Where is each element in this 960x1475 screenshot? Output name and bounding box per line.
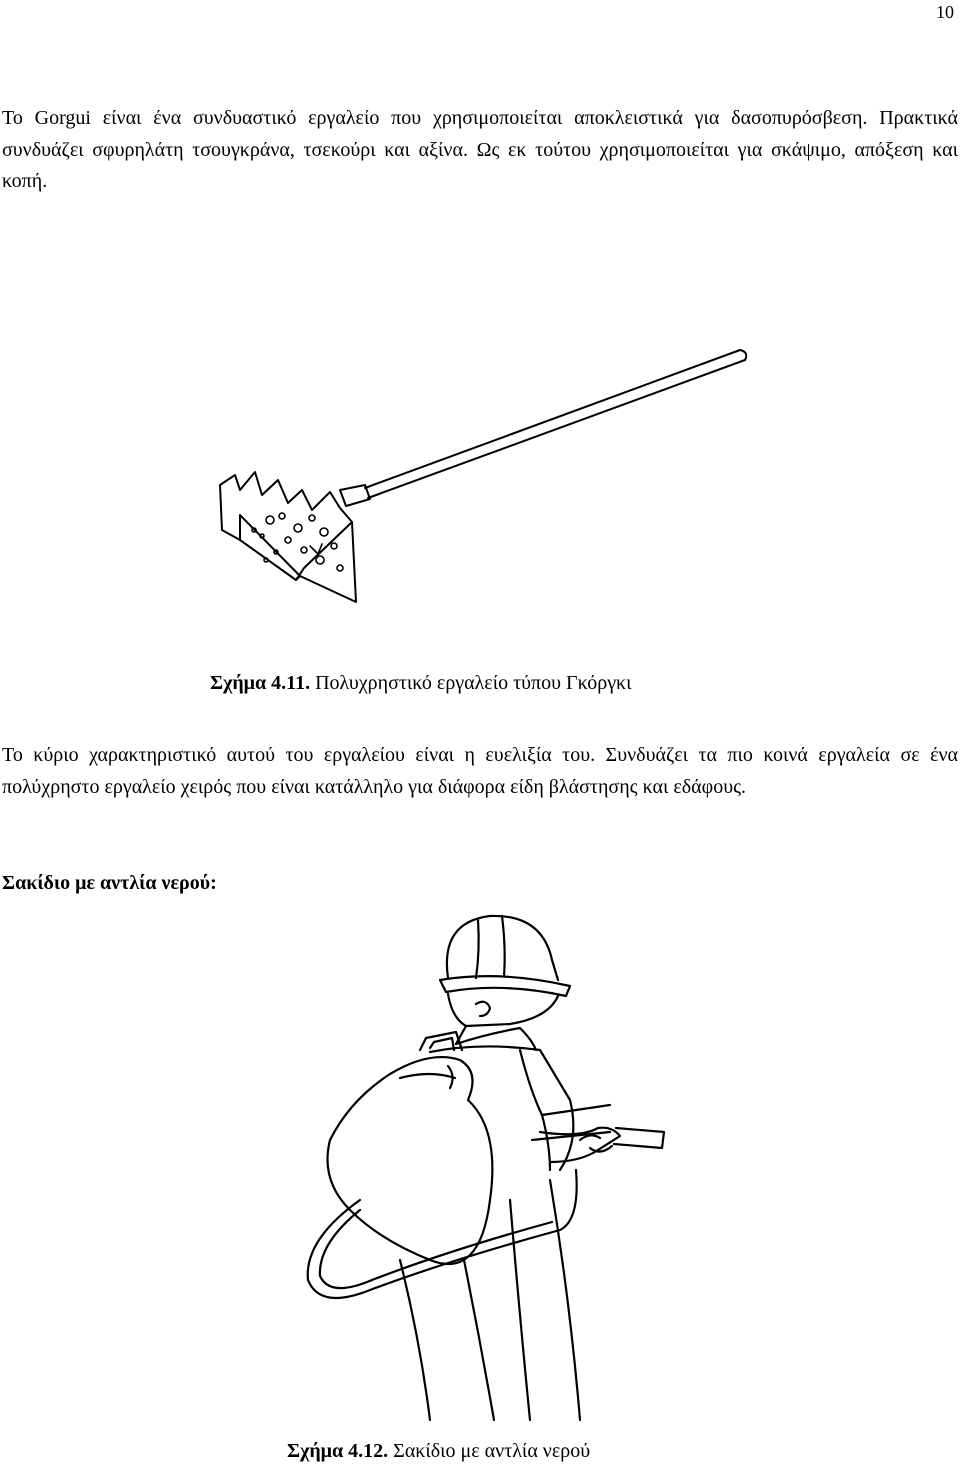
figure-4-11-text: Πολυχρηστικό εργαλείο τύπου Γκόργκι	[310, 672, 632, 694]
figure-4-12-text: Σακίδιο με αντλία νερού	[388, 1440, 591, 1462]
figure-4-11-label: Σχήμα 4.11.	[210, 672, 311, 694]
figure-4-11-caption	[210, 672, 632, 695]
head	[448, 994, 558, 1044]
gorgui-tool-illustration	[200, 340, 760, 610]
torso	[430, 1028, 610, 1170]
figure-4-12-label: Σχήμα 4.12.	[287, 1440, 389, 1462]
figure-4-12-caption	[287, 1440, 590, 1463]
legs	[400, 1180, 580, 1420]
tool-handle	[340, 350, 746, 506]
page-number: 10	[936, 2, 954, 22]
firefighter-backpack-pump-illustration	[280, 900, 680, 1430]
backpack-tank	[328, 1032, 493, 1264]
section-heading: Σακίδιο με αντλία νερού:	[2, 872, 217, 894]
helmet	[440, 916, 570, 996]
body-paragraph: Το κύριο χαρακτηριστικό αυτού του εργαλείου είναι η ευελιξία του. Συνδυάζει τα πιο κοινά εργαλεία σε ένα πολύχρηστο εργαλείο χειρός που είναι κατάλληλο για διάφορα είδη βλάστησης και εδάφους.	[2, 744, 958, 798]
hose	[308, 1170, 577, 1298]
intro-paragraph: Το Gorgui είναι ένα συνδυαστικό εργαλείο που χρησιμοποιείται αποκλειστικά για δασοπυρόσβεση. Πρακτικά συνδυάζει σφυρηλάτη τσουγκράνα, τσεκούρι και αξίνα. Ως εκ τούτου χρησιμοποιείται για σκάψιμο, απόξεση και κοπή.	[2, 107, 958, 192]
